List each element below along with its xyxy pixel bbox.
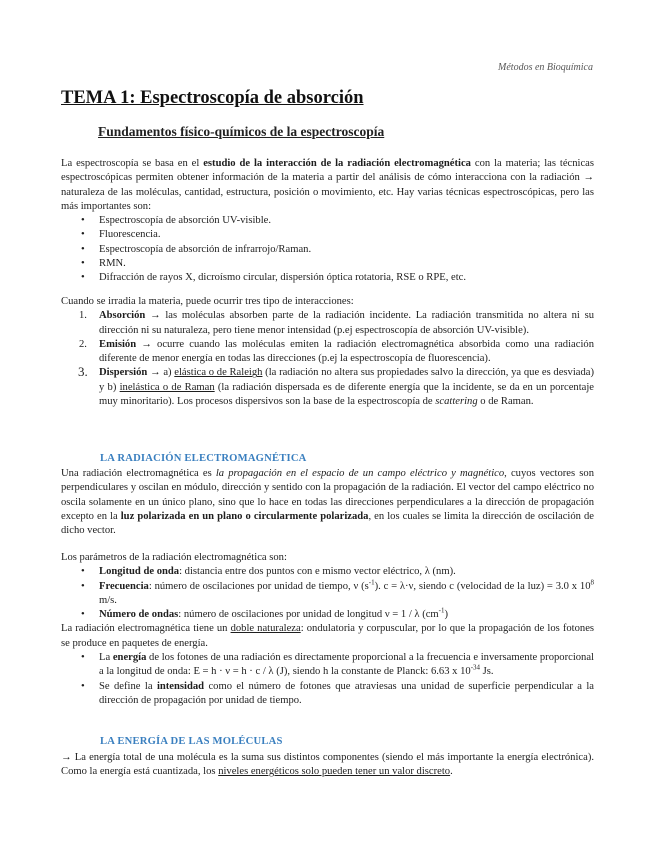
list-item: • La energía de los fotones de una radiación es directamente proporcional a la frecuencia e inversamente proporcional a la longitud de onda: E = h · ν = h · c / λ (J), siendo h la constante de Planck: 6.63 x $10^{-34}$ Js. [61, 651, 594, 680]
list-item: • RMN. [61, 257, 594, 271]
dual-nature-paragraph: La radiación electromagnética tiene un doble naturaleza: ondulatoria y corpuscular, por lo que la propagación de los fotones se produce en paquetes de energía. [61, 623, 595, 649]
list-item: • Fluorescencia. [61, 228, 594, 242]
intro-block [61, 157, 594, 286]
list-item: • Número de ondas: número de oscilaciones por unidad de longitud ν = 1 / λ $(cm^{-1})$ [61, 608, 594, 622]
arrow-icon: → [141, 338, 152, 350]
list-item: • Difracción de rayos X, dicroísmo circular, dispersión óptica rotatoria, RSE o RPE, etc. [61, 271, 594, 285]
list-item: • Espectroscopía de absorción UV-visible. [61, 214, 594, 228]
energy-block [61, 751, 594, 780]
page-title: TEMA 1: Espectroscopía de absorción [61, 88, 364, 108]
list-item: 2. Emisión → ocurre cuando las moléculas emiten la radiación electromagnética absorbida como una radiación diferente de menor energía en todas las direcciones (p.ej la espectroscopía de fluorescencia). [79, 338, 594, 365]
interactions-block [61, 295, 594, 409]
list-item: • Longitud de onda: distancia entre dos puntos con e mismo vector eléctrico, λ (nm). [61, 565, 594, 579]
radiation-block [61, 467, 594, 538]
running-header: Métodos en Bioquímica [498, 62, 593, 73]
list-item: • Frecuencia: número de oscilaciones por unidad de tiempo, ν $(s^{-1})$. c = λ·ν, siendo c (velocidad de la luz) = 3.0 x $10^8$ m/s. [61, 580, 594, 609]
list-item: • Espectroscopía de absorción de infrarrojo/Raman. [61, 243, 594, 257]
section-heading-energy: LA ENERGÍA DE LAS MOLÉCULAS [100, 736, 283, 747]
list-item: • Se define la intensidad como el número de fotones que atraviesas una unidad de superficie perpendicular a la dirección de propagación por unidad de tiempo. [61, 680, 594, 709]
interactions-list [61, 309, 594, 409]
arrow-icon: → [150, 367, 161, 379]
section-heading-radiation: LA RADIACIÓN ELECTROMAGNÉTICA [100, 453, 307, 464]
section-subtitle: Fundamentos físico-químicos de la espectroscopía [98, 124, 385, 139]
parameters-list [61, 565, 594, 622]
energy-list [61, 651, 594, 708]
arrow-icon: → [61, 752, 72, 763]
list-item: 3. Dispersión → a) elástica o de Raleigh (la radiación no altera sus propiedades salvo la dirección, ya que es desviada) y b) inelástica o de Raman (la radiación dispersada es de diferente energía que la incidente, se da en un porcentaje muy minoritario). Los procesos dispersivos son la base de la espectroscopía de scattering o de Raman. [78, 364, 595, 408]
arrow-icon: → [583, 172, 594, 184]
parameters-block [61, 551, 594, 708]
interactions-lead: Cuando se irradia la materia, puede ocurrir tres tipo de interacciones: [61, 296, 354, 307]
list-item: 1. Absorción → las moléculas absorben parte de la radiación incidente. La radiación transmitida no altera ni su dirección ni su naturaleza, pero tiene menor intensidad (p.ej espectroscopía de absorción UV-visible). [79, 310, 594, 336]
parameters-lead: Los parámetros de la radiación electromagnética son: [61, 552, 287, 563]
arrow-icon: → [150, 310, 161, 322]
intro-paragraph: La espectroscopía se basa en el estudio de la interacción de la radiación electromagnética con la materia; las técnicas espectroscópicas permiten obtener información de la materia a partir del análisis de cómo interacciona con la radiación → naturaleza de las moléculas, cantidad, estructura, posición o movimiento, etc. Hay varias técnicas espectroscópicas, pero las más importantes son: [61, 158, 594, 212]
techniques-list [61, 214, 594, 285]
radiation-paragraph: Una radiación electromagnética es la propagación en el espacio de un campo eléctrico y magnético, cuyos vectores son perpendiculares y oscilan en módulo, dirección y sentido con la propagación de la radiación. El vector del campo eléctrico no oscila solamente en un único plano, sino que lo hace en todas las direcciones perpendiculares a la dirección de propagación excepto en la luz polarizada en un plano o circularmente polarizada, en los cuales se limita la dirección de oscilación de dicho vector. [61, 468, 595, 537]
intro-bold: estudio de la interacción de la radiación electromagnética [203, 158, 471, 169]
energy-paragraph: → La energía total de una molécula es la suma sus distintos componentes (siendo el más importante la energía electrónica). Como la energía está cuantizada, los niveles energéticos solo pueden tener un valor discreto. [61, 752, 594, 778]
